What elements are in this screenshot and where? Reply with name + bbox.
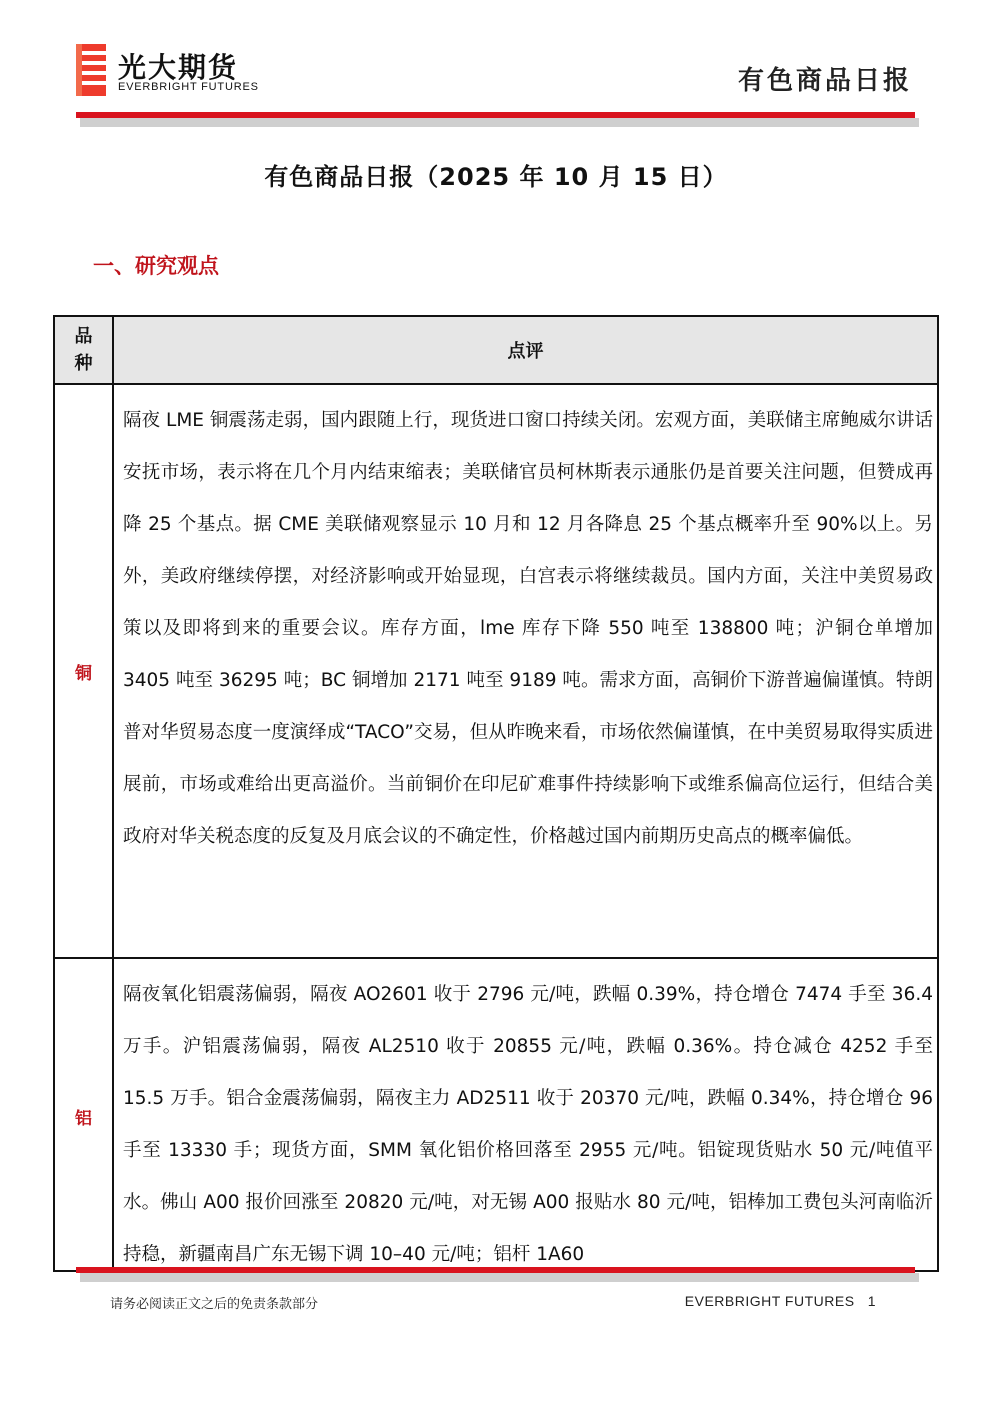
footer-brand-page	[685, 1293, 876, 1309]
footer-rule-shadow	[80, 1273, 919, 1282]
table-row-aluminum	[55, 959, 937, 1272]
comment-text: 隔夜 LME 铜震荡走弱，国内跟随上行，现货进口窗口持续关闭。宏观方面，美联储主席鲍威尔讲话安抚市场，表示将在几个月内结束缩表；美联储官员柯林斯表示通胀仍是首要关注问题，但赞成再降 25 个基点。据 CME 美联储观察显示 10 月和 12 月各降息 25 个基点概率升至 90%以上。另外，美政府继续停摆，对经济影响或开始显现，白宫表示将继续裁员。国内方面，关注中美贸易政策以及即将到来的重要会议。库存方面，lme 库存下降 550 吨至 138800 吨；沪铜仓单增加 3405 吨至 36295 吨；BC 铜增加 2171 吨至 9189 吨。需求方面，高铜价下游普遍偏谨慎。特朗普对华贸易态度一度演绎成“TACO”交易，但从昨晚来看，市场依然偏谨慎，在中美贸易取得实质进展前，市场或难给出更高溢价。当前铜价在印尼矿难事件持续影响下或维系偏高位运行，但结合美政府对华关税态度的反复及月底会议的不确定性，价格越过国内前期历史高点的概率偏低。	[123, 410, 933, 847]
document-title: 有色商品日报（2025 年 10 月 15 日）	[264, 163, 728, 191]
header-category-label: 品种	[74, 326, 93, 374]
header-category-cell	[55, 317, 114, 383]
company-logo	[76, 44, 286, 98]
table-row-copper	[55, 385, 937, 959]
logo-english-name: EVERBRIGHT FUTURES	[118, 81, 259, 93]
everbright-logo-icon	[76, 44, 106, 96]
logo-chinese-name: 光大期货	[118, 51, 239, 84]
header-comment-label: 点评	[507, 341, 544, 362]
report-name: 有色商品日报	[737, 66, 912, 96]
page-number: 1	[867, 1293, 876, 1309]
footer-disclaimer: 请务必阅读正文之后的免责条款部分	[110, 1297, 319, 1312]
category-cell: 铜	[55, 385, 114, 957]
comment-text: 隔夜氧化铝震荡偏弱，隔夜 AO2601 收于 2796 元/吨，跌幅 0.39%，持仓增仓 7474 手至 36.4 万手。沪铝震荡偏弱，隔夜 AL2510 收于 20855 元/吨，跌幅 0.36%。持仓减仓 4252 手至 15.5 万手。铝合金震荡偏弱，隔夜主力 AD2511 收于 20370 元/吨，跌幅 0.34%，持仓增仓 96 手至 13330 手；现货方面，SMM 氧化铝价格回落至 2955 元/吨。铝锭现货贴水 50 元/吨值平水。佛山 A00 报价回涨至 20820 元/吨，对无锡 A00 报贴水 80 元/吨，铝棒加工费包头河南临沂持稳，新疆南昌广东无锡下调 10–40 元/吨；铝杆 1A60	[123, 984, 933, 1265]
section-heading: 一、研究观点	[93, 254, 219, 278]
research-table	[53, 315, 939, 1272]
footer-brand: EVERBRIGHT FUTURES	[684, 1293, 855, 1309]
category-cell: 铝	[55, 959, 114, 1272]
footer-rule	[76, 1267, 915, 1273]
header-rule	[76, 112, 915, 118]
table-header-row	[55, 317, 937, 385]
header-rule-shadow	[80, 118, 919, 127]
